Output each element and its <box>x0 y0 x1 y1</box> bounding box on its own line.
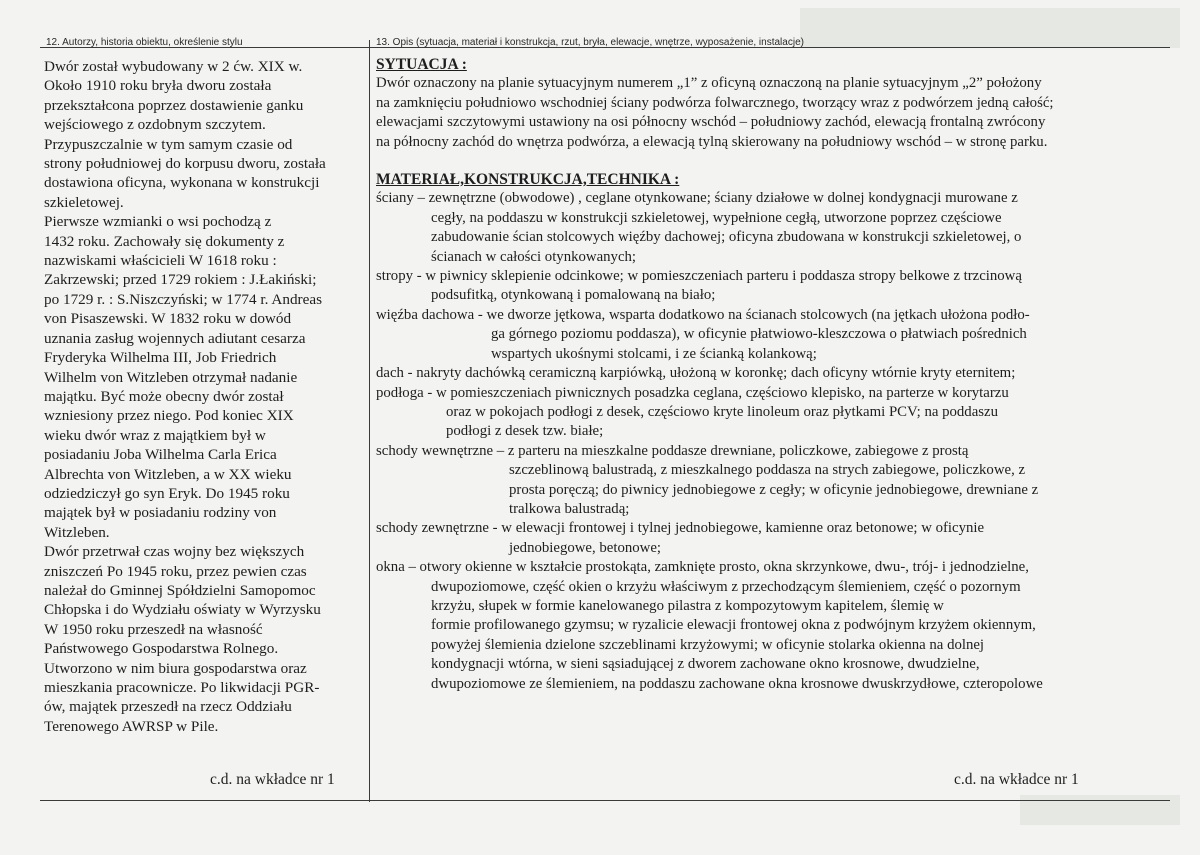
history-line: W 1950 roku przeszedł na własność <box>44 620 263 638</box>
history-line: Chłopska i do Wydziału oświaty w Wyrzysku <box>44 601 321 619</box>
left-continuation-note: c.d. na wkładce nr 1 <box>210 771 335 788</box>
history-text <box>44 57 366 736</box>
material-item <box>376 519 1166 558</box>
history-line: dostawiona oficyna, wykonana w konstrukcji <box>44 174 320 192</box>
history-line: uznania zasług wojennych adiutant cesarza <box>44 329 306 347</box>
history-line: wzniesiony przez niego. Pod koniec XIX <box>44 407 294 425</box>
right-column-header: 13. Opis (sytuacja, materiał i konstrukcja, rzut, bryła, elewacje, wnętrze, wyposażenie, instalacje) <box>376 37 804 48</box>
history-line: majątek był w posiadaniu rodziny von <box>44 504 277 522</box>
history-line: po 1729 r. : S.Niszczyński; w 1774 r. Andreas <box>44 290 322 308</box>
situation-line: na zamknięciu południowo wschodniej ściany podwórza folwarcznego, tworzący wraz z podwórzem jedną całość; <box>376 94 1054 111</box>
history-line: Przypuszczalnie w tym samym czasie od <box>44 135 293 153</box>
history-line: Witzleben. <box>44 523 110 541</box>
material-item-continuation: ścianach w całości otynkowanych; <box>431 248 637 265</box>
section-title-sytuacja: SYTUACJA : <box>376 56 467 73</box>
material-item-first-line: schody wewnętrzne – z parteru na mieszkalne poddasze drewniane, policzkowe, zabiegowe z prostą <box>376 442 969 459</box>
history-line: Fryderyka Wilhelma III, Job Friedrich <box>44 349 277 367</box>
material-item-first-line: dach - nakryty dachówką ceramiczną karpiówką, ułożoną w koronkę; dach oficyny wtórnie kryty eternitem; <box>376 365 1016 382</box>
situation-line: Dwór oznaczony na planie sytuacyjnym numerem „1” z oficyną oznaczoną na planie sytuacyjnym „2” położony <box>376 75 1042 92</box>
history-line: Wilhelm von Witzleben otrzymał nadanie <box>44 368 298 386</box>
material-item <box>376 306 1166 364</box>
history-line: wieku dwór wraz z majątkiem był w <box>44 426 266 444</box>
history-line: zniszczeń Po 1945 roku, przez pewien czas <box>44 562 307 580</box>
history-line: majątku. Być może obecny dwór został <box>44 387 284 405</box>
material-item-continuation: dwupoziomowe, część okien o krzyżu właściwym z przechodzącym ślemieniem, część o pozornym <box>431 578 1021 595</box>
left-column-header: 12. Autorzy, historia obiektu, określenie stylu <box>46 37 243 48</box>
material-item-first-line: ściany – zewnętrzne (obwodowe) , ceglane otynkowane; ściany działowe w dolnej kondygnacji murowane z <box>376 190 1018 207</box>
material-item-first-line: więźba dachowa - we dworze jętkowa, wsparta dodatkowo na ścianach stolcowych (na jętkach ułożona podło- <box>376 306 1030 323</box>
situation-paragraph <box>376 74 1166 152</box>
history-line: posiadaniu Joba Wilhelma Carla Erica <box>44 446 277 464</box>
material-list <box>376 189 1166 694</box>
material-item-first-line: schody zewnętrzne - w elewacji frontowej i tylnej jednobiegowe, kamienne oraz betonowe; w oficynie <box>376 520 985 537</box>
history-line: 1432 roku. Zachowały się dokumenty z <box>44 232 285 250</box>
material-item-continuation: prosta poręczą; do piwnicy jednobiegowe z cegły; w oficynie jednobiegowe, drewniane z <box>509 481 1039 498</box>
material-item-continuation: podłogi z desek tzw. białe; <box>446 423 604 440</box>
material-item <box>376 364 1166 383</box>
material-item-continuation: tralkowa balustradą; <box>509 500 630 517</box>
history-line: Dwór został wybudowany w 2 ćw. XIX w. <box>44 58 303 75</box>
history-line: wejściowego z ozdobnym szczytem. <box>44 116 266 134</box>
material-item-first-line: okna – otwory okienne w kształcie prostokąta, zamknięte prosto, okna skrzynkowe, dwu-, trój- i jednodzielne, <box>376 559 1029 576</box>
material-item <box>376 442 1166 520</box>
material-item-continuation: dwupoziomowe ze ślemieniem, na poddaszu zachowane okna krosnowe dwuskrzydłowe, czteropolowe <box>431 675 1043 692</box>
show-through-band-top <box>800 8 1180 48</box>
right-continuation-note: c.d. na wkładce nr 1 <box>954 771 1079 788</box>
material-item <box>376 267 1166 306</box>
history-line: Zakrzewski; przed 1729 rokiem : J.Łakiński; <box>44 271 317 289</box>
column-divider <box>369 40 370 802</box>
section-title-material: MATERIAŁ,KONSTRUKCJA,TECHNIKA : <box>376 171 680 189</box>
material-item-continuation: krzyżu, słupek w formie kanelowanego pilastra z kompozytowym kapitelem, ślemię w <box>431 597 944 614</box>
history-line: Około 1910 roku bryła dworu została <box>44 77 272 95</box>
history-line: strony południowej do korpusu dworu, została <box>44 155 326 173</box>
material-item <box>376 558 1166 694</box>
material-item-continuation: ga górnego poziomu poddasza), w oficynie płatwiowo-kleszczowa o płatwiach pośrednich <box>491 326 1027 343</box>
material-item-continuation: kondygnacji wtórna, w sieni sąsiadującej z dworem zachowane okno krosnowe, dwudzielne, <box>431 656 980 673</box>
material-item-continuation: podsufitką, otynkowaną i pomalowaną na biało; <box>431 287 716 304</box>
material-item-continuation: szczeblinową balustradą, z mieszkalnego poddasza na strych zabiegowe, policzkowe, z <box>509 462 1026 479</box>
material-item <box>376 189 1166 267</box>
history-line: Dwór przetrwał czas wojny bez większych <box>44 543 305 561</box>
history-line: Albrechta von Witzleben, a w XX wieku <box>44 465 292 483</box>
material-item-continuation: oraz w pokojach podłogi z desek, częściowo kryte linoleum oraz płytkami PCV; na poddaszu <box>446 403 998 420</box>
history-line: mieszkania pracownicze. Po likwidacji PGR- <box>44 679 320 696</box>
material-item-first-line: podłoga - w pomieszczeniach piwnicznych posadzka ceglana, częściowo klepisko, na parterze w korytarzu <box>376 384 1009 401</box>
situation-line: na północny zachód do wnętrza podwórza, a elewacją tylną skierowany na południowy wschód – w stronę parku. <box>376 133 1048 150</box>
history-line: przekształcona poprzez dostawienie ganku <box>44 96 304 114</box>
history-line: von Pisaszewski. W 1832 roku w dowód <box>44 310 292 328</box>
material-item-continuation: wspartych ukośnymi stolcami, i ze ścianką kolankową; <box>491 345 817 362</box>
material-item-first-line: stropy - w piwnicy sklepienie odcinkowe; w pomieszczeniach parteru i poddasza stropy belkowe z trzcinową <box>376 268 1022 285</box>
history-line: należał do Gminnej Spółdzielni Samopomoc <box>44 581 316 599</box>
history-line: Utworzono w nim biura gospodarstwa oraz <box>44 659 307 677</box>
history-line: ów, majątek przeszedł na rzecz Oddziału <box>44 698 292 716</box>
material-item-continuation: jednobiegowe, betonowe; <box>509 539 662 556</box>
material-item-continuation: cegły, na poddaszu w konstrukcji szkieletowej, wypełnione cegłą, utworzone poprzez częściowe <box>431 209 1002 226</box>
material-item-continuation: zabudowanie ścian stolcowych więźby dachowej; oficyna zbudowana w konstrukcji szkieletowej, o <box>431 229 1022 246</box>
footer-rule <box>40 800 1170 801</box>
history-line: Pierwsze wzmianki o wsi pochodzą z <box>44 213 272 231</box>
history-line: odziedziczył go syn Eryk. Do 1945 roku <box>44 484 290 502</box>
material-item-continuation: powyżej ślemienia dzielone szczeblinami krzyżowymi; w oficynie stolarka okienna na dolnej <box>431 636 985 653</box>
history-line: Państwowego Gospodarstwa Rolnego. <box>44 640 279 658</box>
description-text <box>376 55 1166 694</box>
material-item <box>376 384 1166 442</box>
history-line: nazwiskami właścicieli W 1618 roku : <box>44 252 277 270</box>
history-line: szkieletowej. <box>44 193 124 211</box>
history-line: Terenowego AWRSP w Pile. <box>44 717 219 735</box>
material-item-continuation: formie profilowanego gzymsu; w ryzalicie elewacji frontowej okna z podwójnym krzyżem okiennym, <box>431 617 1036 634</box>
situation-line: elewacjami szczytowymi ustawiony na osi północny wschód – południowy zachód, elewacją frontalną zwrócony <box>376 114 1046 131</box>
